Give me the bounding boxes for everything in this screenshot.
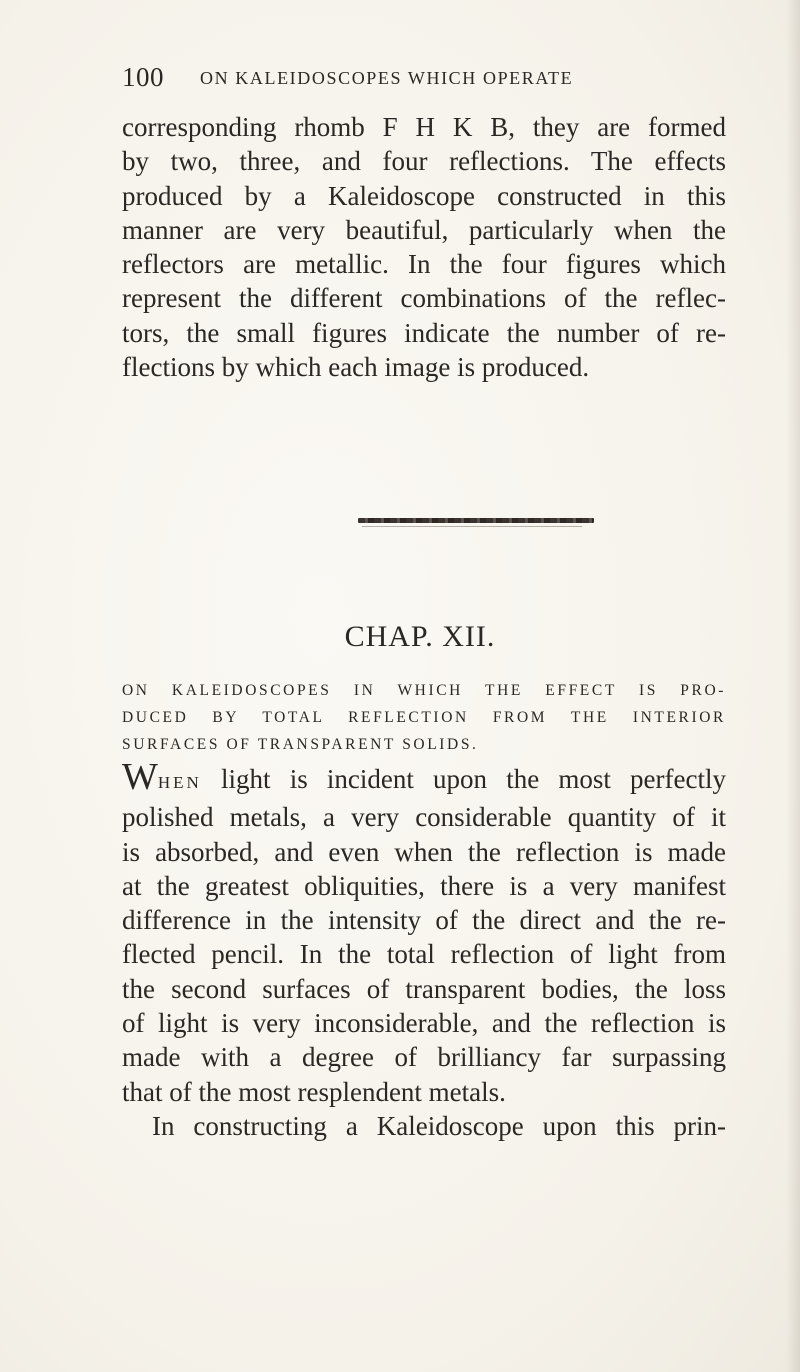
- subtitle-line: DUCED BY TOTAL REFLECTION FROM THE INTERIOR: [122, 709, 726, 726]
- text-line: tors, the small figures indicate the number of re-: [122, 317, 726, 348]
- running-head: [122, 62, 722, 102]
- subtitle-line: ON KALEIDOSCOPES IN WHICH THE EFFECT IS PRO-: [122, 682, 726, 699]
- page-edge-shadow: [786, 0, 800, 1372]
- text-line: by two, three, and four reflections. The effects: [122, 146, 726, 177]
- continuation-line: In constructing a Kaleidoscope upon this prin-: [152, 1110, 726, 1141]
- text-line: of light is very inconsiderable, and the reflection is: [122, 1008, 726, 1039]
- drop-capital: W: [122, 756, 158, 798]
- paragraph-continued: [122, 110, 726, 384]
- running-title: ON KALEIDOSCOPES WHICH OPERATE: [200, 68, 574, 88]
- text-line: difference in the intensity of the direct and the re-: [122, 905, 726, 936]
- text-line: represent the different combinations of the reflec-: [122, 283, 726, 314]
- opening-smallcaps: HEN: [157, 773, 202, 792]
- text-line: manner are very beautiful, particularly when the: [122, 214, 726, 245]
- text-line: is absorbed, and even when the reflection is made: [122, 836, 726, 867]
- text-line: the second surfaces of transparent bodies, the loss: [122, 973, 726, 1004]
- text-line: at the greatest obliquities, there is a very manifest: [122, 870, 726, 901]
- opening-line-text: light is incident upon the most perfectly: [201, 764, 726, 794]
- text-line: flected pencil. In the total reflection of light from: [122, 939, 726, 970]
- page-number: 100: [122, 62, 164, 92]
- subtitle-line: SURFACES OF TRANSPARENT SOLIDS.: [122, 736, 479, 753]
- opening-line: [122, 756, 726, 800]
- text-line: produced by a Kaleidoscope constructed in this: [122, 180, 726, 211]
- text-line: reflectors are metallic. In the four figures which: [122, 249, 726, 280]
- text-line: made with a degree of brilliancy far surpassing: [122, 1042, 726, 1073]
- text-line: corresponding rhomb F H K B, they are formed: [122, 112, 726, 142]
- text-line: flections by which each image is produced.: [122, 352, 590, 383]
- text-line: that of the most resplendent metals.: [122, 1076, 506, 1107]
- chapter-heading: CHAP. XII.: [344, 620, 496, 653]
- text-line: polished metals, a very considerable quantity of it: [122, 802, 726, 833]
- section-rule: [358, 518, 594, 523]
- section-rule-underline: [362, 526, 582, 527]
- chapter-body: [122, 756, 726, 1143]
- chapter-subtitle: [122, 677, 726, 758]
